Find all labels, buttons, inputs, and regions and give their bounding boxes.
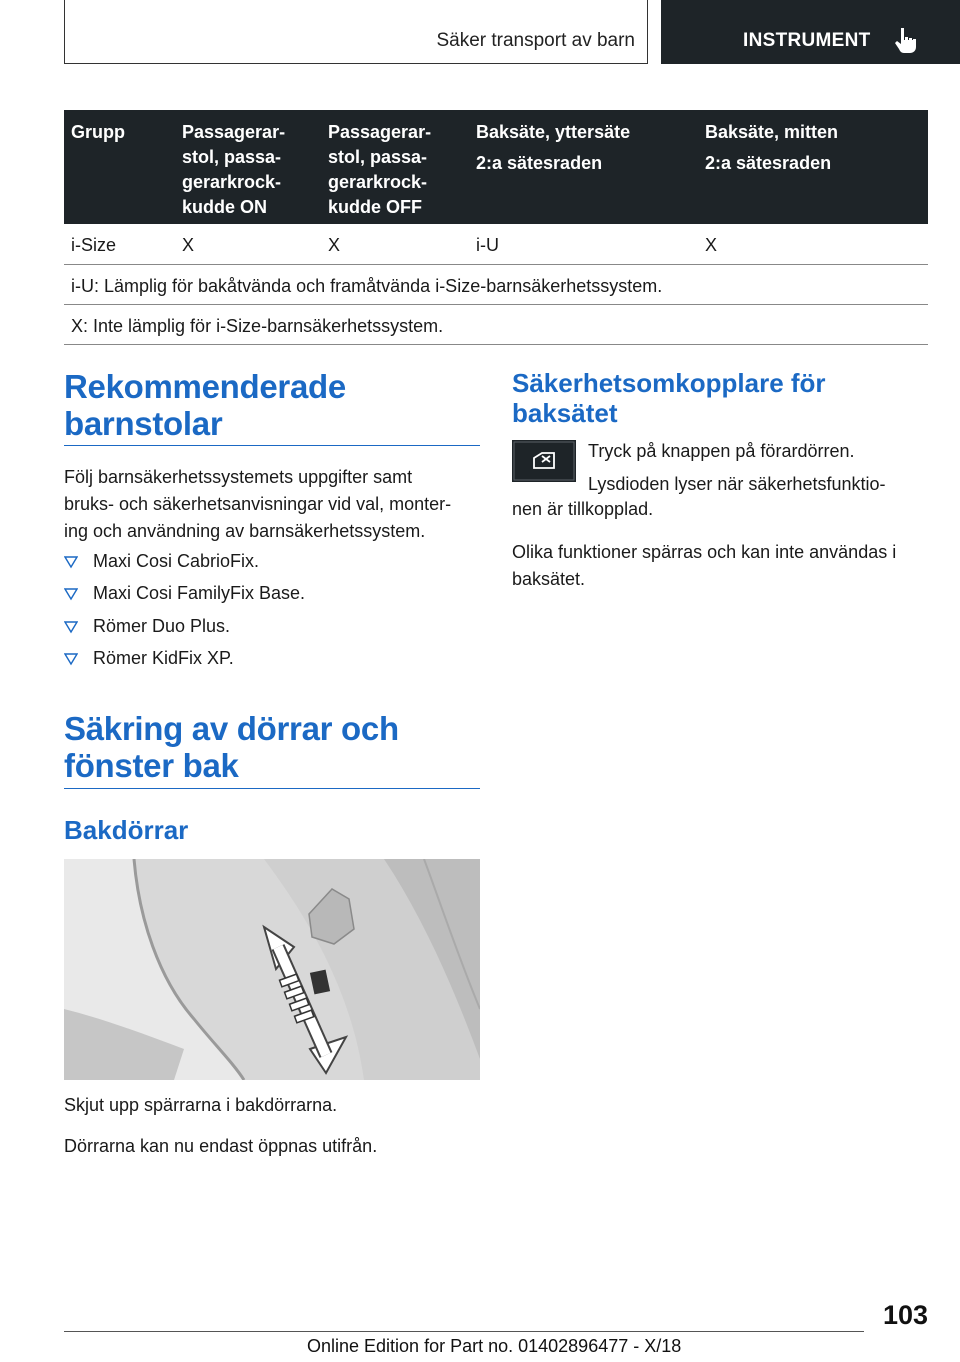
subheading-rear-doors: Bakdörrar (64, 815, 189, 845)
heading-recommended-seats: Rekommenderade barnstolar (64, 368, 346, 442)
cell-group: i-Size (71, 235, 117, 255)
th-passenger-on: Passagerar- stol, passa- gerarkrock- kudde ON (182, 122, 286, 217)
th-rear-middle: Baksäte, mitten 2:a sätesraden (705, 122, 839, 173)
th-passenger-off: Passagerar- stol, passa- gerarkrock- kudde OFF (328, 122, 432, 217)
heading-door-window-lock: Säkring av dörrar och fönster bak (64, 710, 399, 784)
led-text-line1: Lysdioden lyser när säkerhetsfunktio- (588, 474, 886, 494)
header-section-box (64, 0, 648, 64)
th-rear-outer: Baksäte, yttersäte 2:a sätesraden (476, 122, 631, 173)
cell-passenger-off: X (328, 235, 341, 255)
triangle-bullet-icon (64, 620, 78, 634)
table-note-row (64, 265, 928, 305)
intro-paragraph: Följ barnsäkerhetssystemets uppgifter samt bruks- och säkerhetsanvisningar vid val, monter- ing och användning av barnsäkerhetssystem. (64, 467, 452, 541)
heading-rule (64, 788, 480, 789)
window-lock-button-icon (512, 440, 576, 482)
list-item-text: Römer Duo Plus. (93, 616, 231, 636)
heading-rule (64, 445, 480, 446)
list-item-text: Maxi Cosi CabrioFix. (93, 551, 260, 571)
table-note-row (64, 305, 928, 345)
list-item-text: Römer KidFix XP. (93, 648, 234, 668)
cell-passenger-on: X (182, 235, 195, 255)
th-grupp: Grupp (71, 122, 125, 142)
header-chapter-title: INSTRUMENT (743, 30, 871, 51)
table-header (64, 110, 928, 224)
caption-doors-open-outside: Dörrarna kan nu endast öppnas utifrån. (64, 1136, 378, 1156)
footer-rule (64, 1331, 864, 1332)
header-chapter-tab[interactable] (661, 0, 960, 64)
list-item-text: Maxi Cosi FamilyFix Base. (93, 583, 306, 603)
footer-edition: Online Edition for Part no. 01402896477 - X/18 (307, 1336, 682, 1356)
table-row (64, 224, 928, 265)
triangle-bullet-icon (64, 652, 78, 666)
triangle-bullet-icon (64, 555, 78, 569)
led-text-line2: nen är tillkopplad. (512, 499, 654, 519)
table-note: X: Inte lämplig för i-Size-barnsäkerhetssystem. (71, 316, 444, 336)
cell-rear-outer: i-U (476, 235, 499, 255)
child-seat-table (64, 110, 928, 345)
functions-blocked-paragraph: Olika funktioner spärras och kan inte användas i baksätet. (512, 542, 897, 589)
header-section-title: Säker transport av barn (436, 30, 635, 51)
table-note: i-U: Lämplig för bakåtvända och framåtvända i-Size-barnsäkerhetssystem. (71, 276, 663, 296)
cell-rear-middle: X (705, 235, 718, 255)
triangle-bullet-icon (64, 587, 78, 601)
rear-door-lock-illustration (64, 859, 480, 1080)
pointing-hand-icon (893, 26, 921, 54)
heading-safety-switch: Säkerhetsomkopplare för baksätet (512, 368, 826, 428)
press-button-text: Tryck på knappen på förardörren. (588, 441, 855, 461)
caption-push-up-latches: Skjut upp spärrarna i bakdörrarna. (64, 1095, 338, 1115)
page-number: 103 (882, 1300, 928, 1330)
